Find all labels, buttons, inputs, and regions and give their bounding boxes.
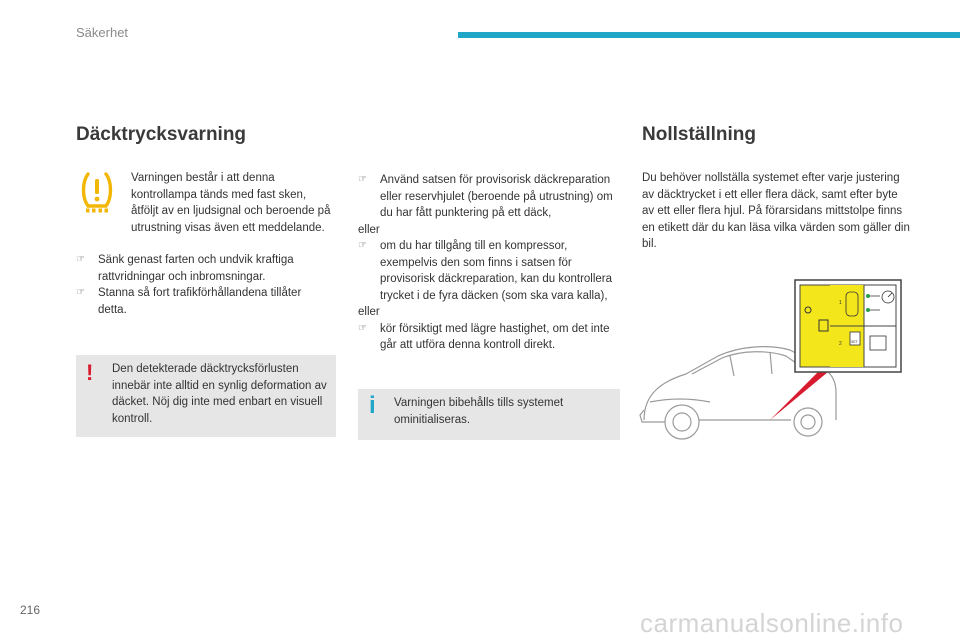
set-button-mark: SET <box>851 340 858 344</box>
left-bullet-list <box>76 252 332 318</box>
arrow-bullet-icon: ☞ <box>358 174 367 185</box>
exclamation-icon: ! <box>86 360 94 385</box>
info-icon: i <box>369 392 376 419</box>
arrow-bullet-icon: ☞ <box>76 254 85 265</box>
or-separator: eller <box>358 306 380 318</box>
list-item: ☞ om du har tillgång till en kompressor, exempelvis den som finns i satsen för provisorisk däckreparation, kan du kontrollera trycket i de fyra däcken (som ska vara kalla), <box>358 240 613 302</box>
list-item: ☞ kör försiktigt med lägre hastighet, om det inte går att utföra denna kontroll direkt. <box>358 322 610 351</box>
warning-intro-text: Varningen består i att denna kontrollampa tänds med fast sken, åtföljt av en ljudsignal och beroende på utrustning visas även ett meddelande. <box>131 172 331 234</box>
reset-description: Du behöver nollställa systemet efter varje justering av däcktrycket i ett eller flera däck, samt efter byte av ett eller flera hjul. På förarsidans mittstolpe finns en etikett där du kan läsa vilka värden som gäller din bil. <box>642 172 910 250</box>
section-title-reset: Nollställning <box>642 124 756 145</box>
label-row-2: 2 <box>839 341 842 347</box>
tyre-pressure-label-illustration <box>630 270 920 460</box>
section-name: Säkerhet <box>76 25 129 40</box>
info-note-text: Varningen bibehålls tills systemet ominitialiseras. <box>394 397 564 426</box>
list-item: ☞ Sänk genast farten och undvik kraftiga rattvridningar och inbromsningar. <box>76 254 294 283</box>
tyre-pressure-label <box>795 280 901 372</box>
info-note-box <box>358 389 620 440</box>
list-item: ☞ Använd satsen för provisorisk däckreparation eller reservhjulet (beroende på utrustning) om du har fått punktering på ett däck, <box>358 174 613 219</box>
middle-bullet-list <box>358 172 620 354</box>
label-row-1: 1 <box>839 300 842 306</box>
watermark: carmanualsonline.info <box>640 608 904 638</box>
or-separator: eller <box>358 223 380 236</box>
warning-note-box <box>76 355 336 437</box>
warning-note-text: Den detekterade däcktrycksförlusten innebär inte alltid en synlig deformation av däcket. Nöj dig inte med enbart en visuell kontroll. <box>112 363 327 425</box>
section-title-tyre-warning: Däcktrycksvarning <box>76 124 247 145</box>
arrow-bullet-icon: ☞ <box>76 287 85 298</box>
arrow-bullet-icon: ☞ <box>358 322 367 334</box>
page-number: 216 <box>20 603 41 617</box>
header-accent-bar <box>458 32 960 38</box>
list-item: ☞ Stanna så fort trafikförhållandena tillåter detta. <box>76 287 302 316</box>
tyre-pressure-warning-icon <box>80 170 114 214</box>
arrow-bullet-icon: ☞ <box>358 240 367 251</box>
